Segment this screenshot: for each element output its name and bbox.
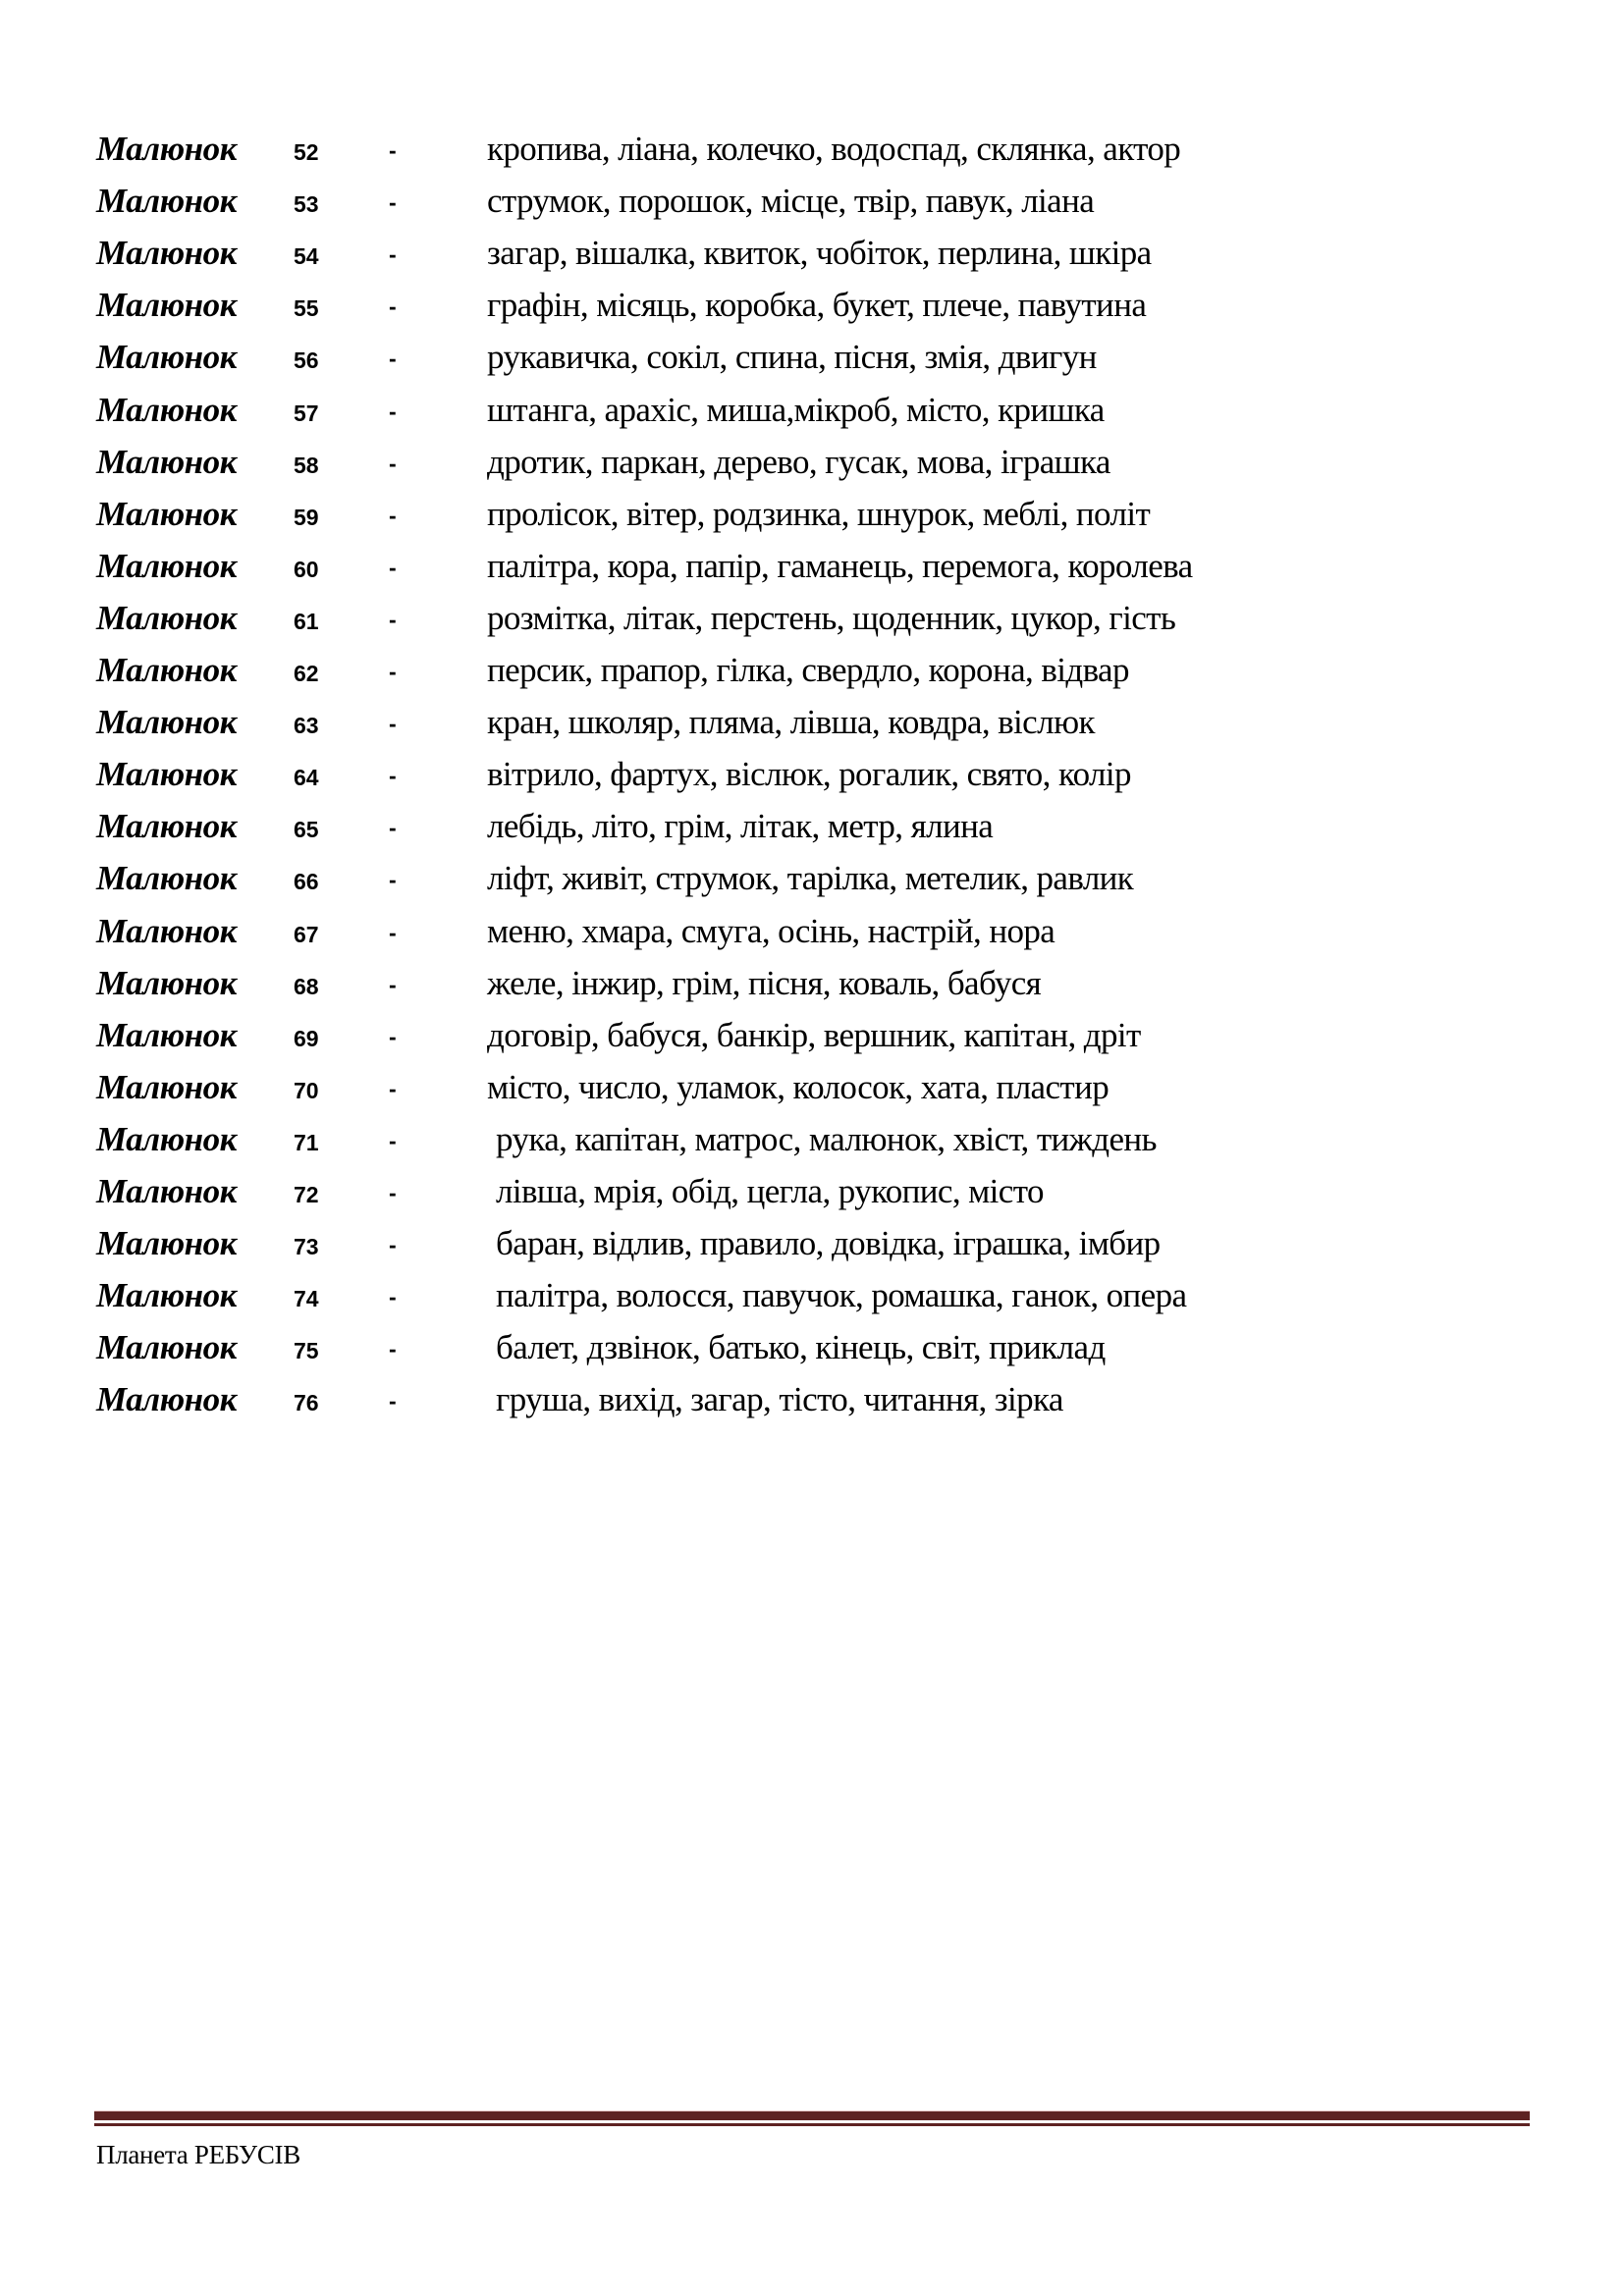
picture-number: 69 — [294, 1025, 319, 1051]
separator-dash: - — [389, 1023, 397, 1049]
list-item — [0, 599, 1623, 658]
answer-words: баран, відлив, правило, довідка, іграшка, імбир — [496, 1224, 1161, 1263]
answer-words: палітра, волосся, павучок, ромашка, ганок, опера — [496, 1276, 1187, 1315]
picture-label: Малюнок — [96, 703, 237, 742]
answer-words: договір, бабуся, банкір, вершник, капітан, дріт — [487, 1015, 1141, 1054]
answer-words: місто, число, уламок, колосок, хата, пластир — [487, 1067, 1109, 1106]
picture-label: Малюнок — [96, 1328, 237, 1367]
picture-number: 54 — [294, 243, 319, 270]
picture-number: 65 — [294, 817, 319, 843]
list-item — [0, 286, 1623, 345]
separator-dash: - — [389, 241, 397, 268]
picture-label: Малюнок — [96, 234, 237, 273]
separator-dash: - — [389, 1127, 397, 1153]
list-item — [0, 651, 1623, 710]
answer-words: пролісок, вітер, родзинка, шнурок, меблі, політ — [487, 494, 1151, 533]
list-item — [0, 182, 1623, 240]
list-item — [0, 912, 1623, 971]
answer-words: персик, прапор, гілка, свердло, корона, відвар — [487, 651, 1129, 689]
answer-words: розмітка, літак, перстень, щоденник, цукор, гість — [487, 598, 1176, 637]
list-item — [0, 859, 1623, 918]
picture-number: 59 — [294, 504, 319, 530]
picture-number: 71 — [294, 1129, 319, 1155]
answer-words: дротик, паркан, дерево, гусак, мова, іграшка — [487, 442, 1110, 481]
footer-rule-thick — [94, 2111, 1530, 2120]
list-item — [0, 1380, 1623, 1439]
picture-label: Малюнок — [96, 755, 237, 794]
separator-dash: - — [389, 971, 397, 997]
separator-dash: - — [389, 815, 397, 841]
separator-dash: - — [389, 137, 397, 163]
list-item — [0, 391, 1623, 450]
list-item — [0, 234, 1623, 293]
separator-dash: - — [389, 1284, 397, 1310]
separator-dash: - — [389, 398, 397, 424]
separator-dash: - — [389, 659, 397, 684]
picture-number: 58 — [294, 452, 319, 478]
answer-words: штанга, арахіс, миша,мікроб, місто, кришка — [487, 390, 1105, 429]
list-item — [0, 807, 1623, 866]
picture-label: Малюнок — [96, 859, 237, 898]
picture-label: Малюнок — [96, 494, 237, 533]
list-item — [0, 703, 1623, 762]
separator-dash: - — [389, 450, 397, 476]
separator-dash: - — [389, 867, 397, 893]
separator-dash: - — [389, 1180, 397, 1205]
separator-dash: - — [389, 1232, 397, 1258]
answer-words: загар, вішалка, квиток, чобіток, перлина, шкіра — [487, 234, 1152, 273]
list-item — [0, 1068, 1623, 1127]
list-item — [0, 1276, 1623, 1335]
picture-label: Малюнок — [96, 1276, 237, 1315]
separator-dash: - — [389, 606, 397, 632]
picture-label: Малюнок — [96, 911, 237, 950]
answer-words: лебідь, літо, грім, літак, метр, ялина — [487, 807, 994, 846]
list-item — [0, 964, 1623, 1023]
picture-number: 53 — [294, 191, 319, 218]
list-item — [0, 755, 1623, 814]
picture-number: 61 — [294, 608, 319, 634]
picture-number: 63 — [294, 713, 319, 739]
picture-label: Малюнок — [96, 651, 237, 689]
answer-words: рука, капітан, матрос, малюнок, хвіст, тиждень — [496, 1119, 1157, 1158]
separator-dash: - — [389, 763, 397, 789]
picture-number: 76 — [294, 1390, 319, 1416]
list-item — [0, 1328, 1623, 1387]
list-item — [0, 443, 1623, 502]
picture-number: 66 — [294, 869, 319, 895]
list-item — [0, 1172, 1623, 1231]
answer-words: груша, вихід, загар, тісто, читання, зірка — [496, 1380, 1063, 1419]
picture-label: Малюнок — [96, 442, 237, 481]
answer-words: струмок, порошок, місце, твір, павук, ліана — [487, 182, 1095, 221]
footer-rule-thin — [94, 2123, 1530, 2126]
separator-dash: - — [389, 189, 397, 216]
separator-dash: - — [389, 502, 397, 528]
picture-number: 55 — [294, 295, 319, 322]
list-item — [0, 338, 1623, 397]
answer-words: палітра, кора, папір, гаманець, перемога, королева — [487, 546, 1193, 585]
answer-words: графін, місяць, коробка, букет, плече, павутина — [487, 286, 1147, 325]
picture-number: 74 — [294, 1286, 319, 1312]
picture-label: Малюнок — [96, 1119, 237, 1158]
picture-label: Малюнок — [96, 1224, 237, 1263]
picture-number: 73 — [294, 1234, 319, 1260]
answer-words: желе, інжир, грім, пісня, коваль, бабуся — [487, 963, 1042, 1002]
list-item — [0, 1224, 1623, 1283]
picture-label: Малюнок — [96, 338, 237, 377]
separator-dash: - — [389, 554, 397, 580]
picture-number: 67 — [294, 921, 319, 947]
picture-number: 64 — [294, 765, 319, 791]
picture-label: Малюнок — [96, 390, 237, 429]
answer-words: кран, школяр, пляма, лівша, ковдра, віслюк — [487, 703, 1095, 742]
picture-label: Малюнок — [96, 963, 237, 1002]
separator-dash: - — [389, 1388, 397, 1415]
picture-label: Малюнок — [96, 182, 237, 221]
answer-words: вітрило, фартух, віслюк, рогалик, свято, колір — [487, 755, 1131, 794]
answer-words: балет, дзвінок, батько, кінець, світ, приклад — [496, 1328, 1106, 1367]
picture-label: Малюнок — [96, 546, 237, 585]
picture-number: 60 — [294, 556, 319, 582]
picture-label: Малюнок — [96, 1067, 237, 1106]
answer-words: кропива, ліана, колечко, водоспад, склянка, актор — [487, 130, 1181, 168]
picture-number: 75 — [294, 1338, 319, 1364]
list-item — [0, 547, 1623, 606]
answer-words: рукавичка, сокіл, спина, пісня, змія, двигун — [487, 338, 1097, 377]
picture-number: 56 — [294, 347, 319, 374]
picture-label: Малюнок — [96, 807, 237, 846]
separator-dash: - — [389, 1075, 397, 1101]
picture-number: 68 — [294, 973, 319, 999]
picture-label: Малюнок — [96, 1380, 237, 1419]
list-item — [0, 1120, 1623, 1179]
picture-label: Малюнок — [96, 1015, 237, 1054]
answer-words: лівша, мрія, обід, цегла, рукопис, місто — [496, 1172, 1044, 1210]
picture-number: 72 — [294, 1182, 319, 1207]
separator-dash: - — [389, 711, 397, 737]
separator-dash: - — [389, 346, 397, 372]
list-item — [0, 495, 1623, 554]
answer-words: ліфт, живіт, струмок, тарілка, метелик, равлик — [487, 859, 1134, 898]
picture-label: Малюнок — [96, 1172, 237, 1210]
picture-label: Малюнок — [96, 598, 237, 637]
separator-dash: - — [389, 1336, 397, 1362]
answer-words: меню, хмара, смуга, осінь, настрій, нора — [487, 911, 1055, 950]
picture-number: 62 — [294, 661, 319, 686]
picture-label: Малюнок — [96, 286, 237, 325]
footer-title: Планета РЕБУСІВ — [96, 2140, 300, 2169]
picture-number: 57 — [294, 400, 319, 426]
picture-number: 52 — [294, 139, 319, 165]
separator-dash: - — [389, 294, 397, 320]
list-item — [0, 130, 1623, 188]
picture-number: 70 — [294, 1077, 319, 1103]
picture-label: Малюнок — [96, 130, 237, 168]
list-item — [0, 1016, 1623, 1075]
separator-dash: - — [389, 919, 397, 945]
